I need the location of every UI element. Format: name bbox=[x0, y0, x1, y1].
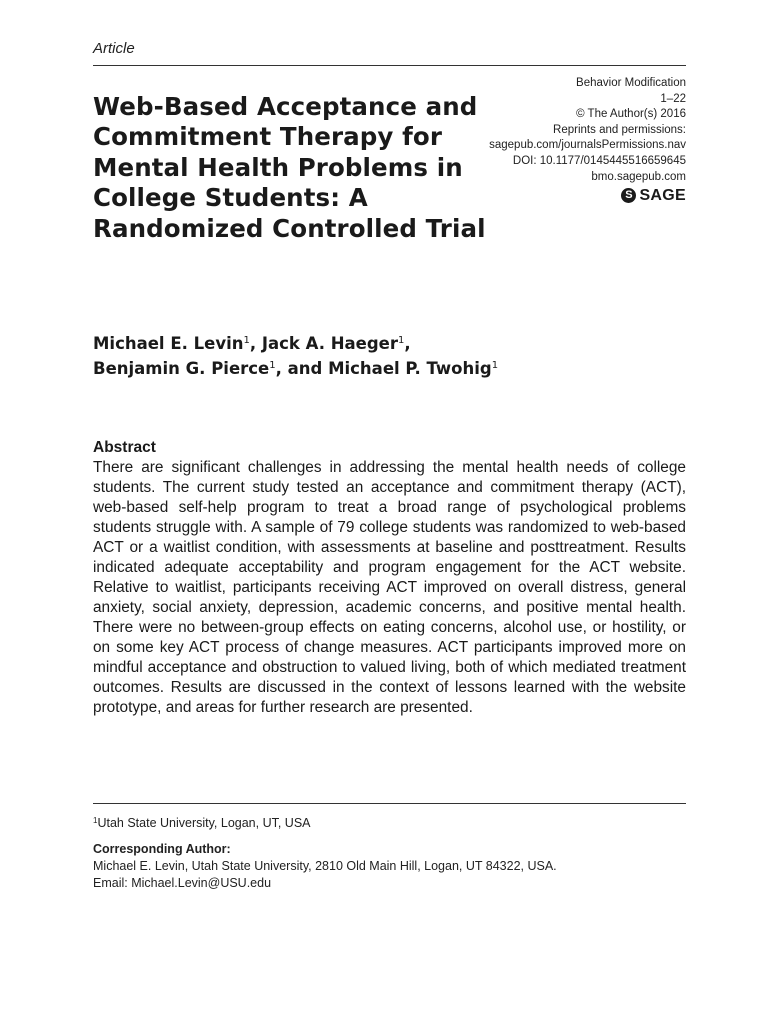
article-title: Web-Based Acceptance and Commitment Therapy for Mental Health Problems in College Students: A Randomized Controlled Trial bbox=[93, 92, 486, 243]
sage-logo-icon: S bbox=[621, 188, 636, 203]
author-separator: , and bbox=[275, 359, 329, 378]
copyright-notice: © The Author(s) 2016 bbox=[576, 108, 686, 121]
footnotes bbox=[93, 815, 686, 892]
affiliation-marker: 1 bbox=[93, 816, 98, 825]
author-name: Michael E. Levin bbox=[93, 334, 244, 353]
sage-logo bbox=[621, 188, 686, 204]
abstract-section bbox=[93, 438, 686, 718]
corresponding-author-heading: Corresponding Author: bbox=[93, 842, 231, 856]
corresponding-author-address: Michael E. Levin, Utah State University, 2810 Old Main Hill, Logan, UT 84322, USA. bbox=[93, 859, 557, 873]
author-list bbox=[93, 331, 693, 381]
author-name: Michael P. Twohig bbox=[328, 359, 492, 378]
section-label: Article bbox=[93, 40, 135, 57]
page-range: 1–22 bbox=[660, 92, 686, 105]
affiliation-marker: 1 bbox=[243, 335, 250, 346]
corresponding-author-email[interactable]: Email: Michael.Levin@USU.edu bbox=[93, 876, 272, 890]
affiliation-note bbox=[93, 815, 686, 832]
author-name: Jack A. Haeger bbox=[261, 334, 399, 353]
author-separator: , bbox=[249, 334, 262, 353]
reprints-label: Reprints and permissions: bbox=[553, 123, 686, 136]
journal-site-link[interactable]: bmo.sagepub.com bbox=[591, 170, 686, 183]
footnote-rule bbox=[93, 803, 686, 804]
affiliation-marker: 1 bbox=[269, 360, 276, 371]
affiliation-marker: 1 bbox=[398, 335, 405, 346]
reprints-link[interactable]: sagepub.com/journalsPermissions.nav bbox=[489, 139, 686, 152]
affiliation-text: Utah State University, Logan, UT, USA bbox=[97, 816, 311, 830]
header-rule bbox=[93, 65, 686, 66]
abstract-heading: Abstract bbox=[93, 439, 156, 456]
doi[interactable]: DOI: 10.1177/0145445516659645 bbox=[512, 154, 686, 167]
affiliation-marker: 1 bbox=[491, 360, 499, 371]
sage-logo-text: SAGE bbox=[639, 187, 686, 205]
author-separator: , bbox=[404, 334, 411, 353]
journal-name: Behavior Modification bbox=[576, 77, 686, 89]
abstract-text: There are significant challenges in addressing the mental health needs of college students. The current study tested an acceptance and commitment therapy (ACT), web-based self-help program to treat a broad range of psychological problems students struggle with. A sample of 79 college students was randomized to web-based ACT or a waitlist condition, with assessments at baseline and posttreatment. Results indicated adequate acceptability and program engagement for the ACT website. Relative to waitlist, participants receiving ACT improved on overall distress, general anxiety, social anxiety, depression, academic concerns, and positive mental health. There were no between-group effects on eating concerns, alcohol use, or hostility, or on some key ACT process of change measures. ACT participants improved more on mindful acceptance and obstruction to valued living, both of which mediated treatment outcomes. Results are discussed in the context of lessons learned with the website prototype, and areas for further research are presented. bbox=[93, 459, 686, 716]
author-name: Benjamin G. Pierce bbox=[93, 359, 270, 378]
